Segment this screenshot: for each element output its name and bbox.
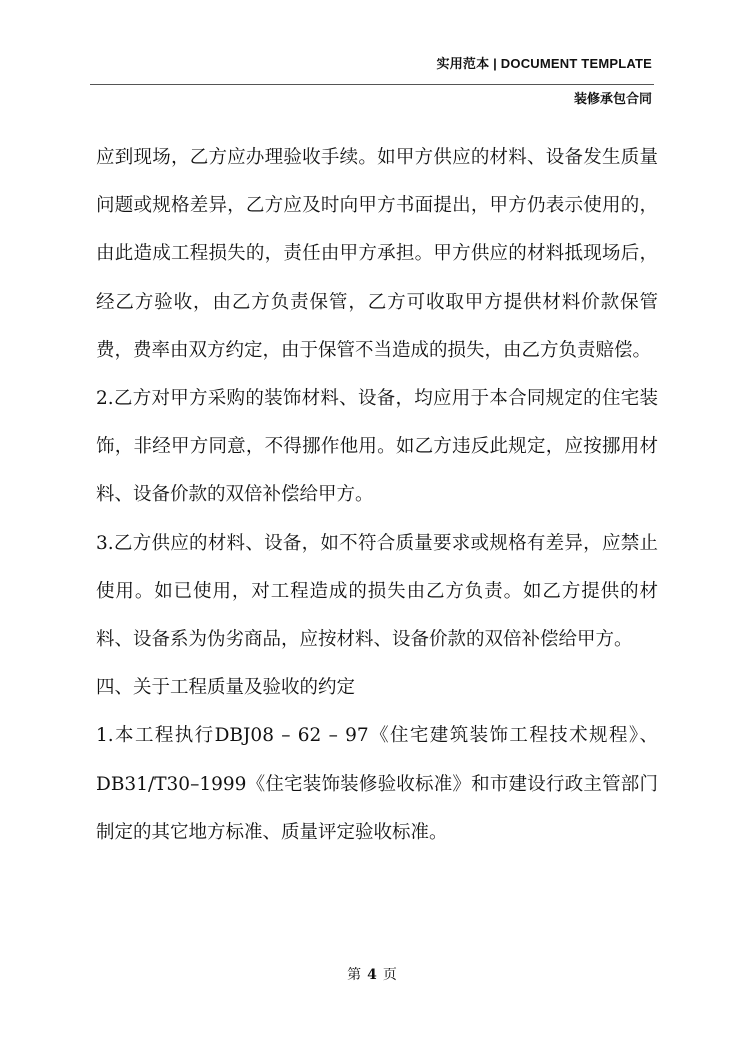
- document-header-title: 实用范本 | DOCUMENT TEMPLATE: [436, 56, 652, 71]
- page-number: 4: [367, 967, 377, 983]
- header-divider: [90, 84, 654, 85]
- paragraph-quality-clause-1: 1.本工程执行DBJ08 – 62 – 97《住宅建筑装饰工程技术规程》、DB31/T30–1999《住宅装饰装修验收标准》和市建设行政主管部门制定的其它地方标准、质量评定验收标准。: [96, 725, 658, 843]
- page-label-prefix: 第: [347, 967, 362, 983]
- paragraph-clause-2: 2.乙方对甲方采购的装饰材料、设备，均应用于本合同规定的住宅装饰，非经甲方同意，不得挪作他用。如乙方违反此规定，应按挪用材料、设备价款的双倍补偿给甲方。: [96, 388, 658, 506]
- document-body: [96, 134, 658, 857]
- page-label-suffix: 页: [382, 967, 397, 983]
- section-heading-quality: 四、关于工程质量及验收的约定: [96, 677, 356, 699]
- paragraph-material-acceptance: 应到现场，乙方应办理验收手续。如甲方供应的材料、设备发生质量问题或规格差异，乙方应及时向甲方书面提出，甲方仍表示使用的，由此造成工程损失的，责任由甲方承担。甲方供应的材料抵现场后，经乙方验收，由乙方负责保管，乙方可收取甲方提供材料价款保管费，费率由双方约定，由于保管不当造成的损失，由乙方负责赔偿。: [96, 147, 658, 361]
- document-header-subtitle: 装修承包合同: [573, 91, 652, 106]
- paragraph-clause-3: 3.乙方供应的材料、设备，如不符合质量要求或规格有差异，应禁止使用。如已使用，对工程造成的损失由乙方负责。如乙方提供的材料、设备系为伪劣商品，应按材料、设备价款的双倍补偿给甲方。: [96, 532, 658, 651]
- page-footer: [0, 964, 744, 984]
